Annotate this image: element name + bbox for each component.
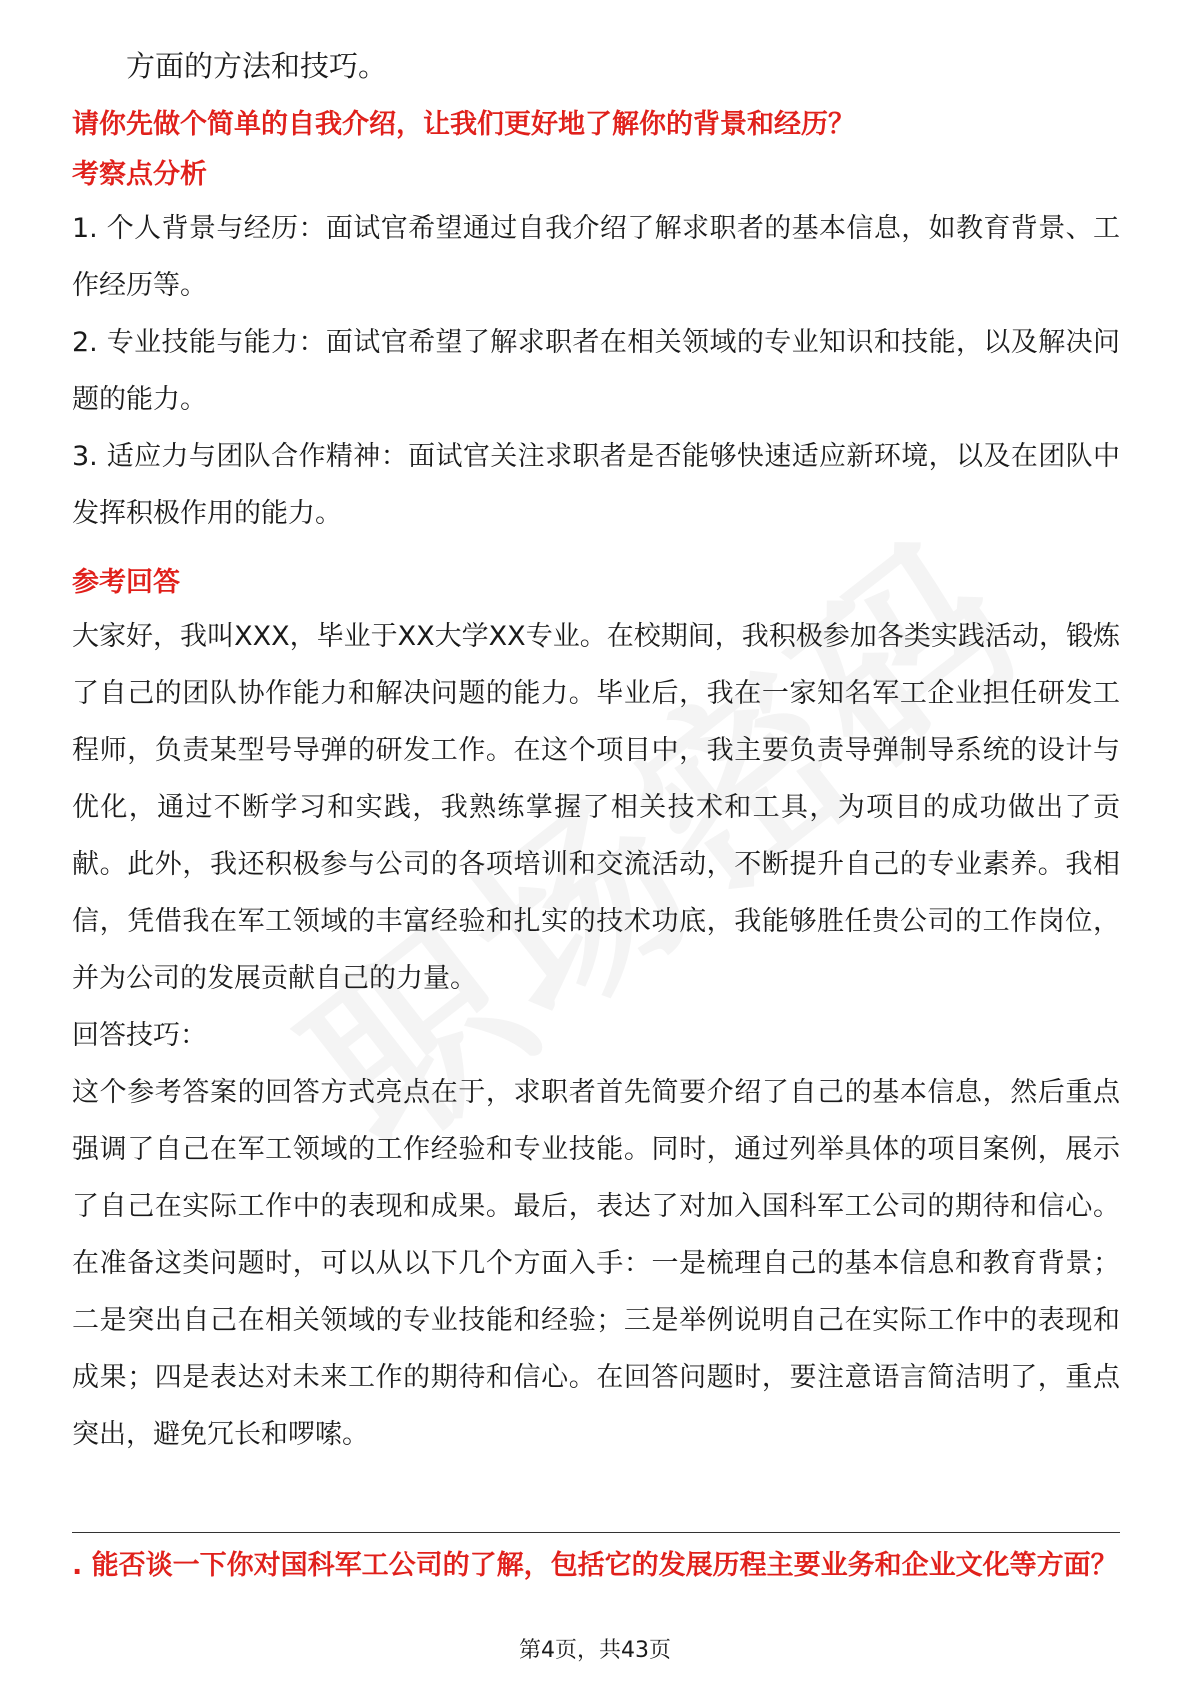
divider — [72, 1532, 1120, 1533]
analysis-item: 1. 个人背景与经历：面试官希望通过自我介绍了解求职者的基本信息，如教育背景、工作经历等。 — [72, 213, 1120, 301]
answer-tips-text: 这个参考答案的回答方式亮点在于，求职者首先简要介绍了自己的基本信息，然后重点强调了自己在军工领域的工作经验和专业技能。同时，通过列举具体的项目案例，展示了自己在实际工作中的表现和成果。最后，表达了对加入国科军工公司的期待和信心。在准备这类问题时，可以从以下几个方面入手：一是梳理自己的基本信息和教育背景；二是突出自己在相关领域的专业技能和经验；三是举例说明自己在实际工作中的表现和成果；四是表达对未来工作的期待和信心。在回答问题时，要注意语言简洁明了，重点突出，避免冗长和啰嗦。 — [72, 1077, 1120, 1450]
analysis-item: 3. 适应力与团队合作精神：面试官关注求职者是否能够快速适应新环境，以及在团队中发挥积极作用的能力。 — [72, 441, 1120, 529]
answer-tips-label: 回答技巧： — [72, 1020, 207, 1051]
analysis-item: 2. 专业技能与能力：面试官希望了解求职者在相关领域的专业知识和技能，以及解决问题的能力。 — [72, 327, 1120, 415]
question-heading: 请你先做个简单的自我介绍，让我们更好地了解你的背景和经历？ — [72, 109, 855, 140]
continued-line: 方面的方法和技巧。 — [126, 49, 388, 83]
document-body — [72, 44, 1120, 1463]
reference-answer-title: 参考回答 — [72, 567, 180, 598]
next-question-heading: . 能否谈一下你对国科军工公司的了解，包括它的发展历程主要业务和企业文化等方面？ — [72, 1550, 1118, 1581]
page-number: 第4页，共43页 — [519, 1638, 671, 1663]
analysis-title: 考察点分析 — [72, 159, 207, 190]
reference-answer-text: 大家好，我叫XXX，毕业于XX大学XX专业。在校期间，我积极参加各类实践活动，锻炼了自己的团队协作能力和解决问题的能力。毕业后，我在一家知名军工企业担任研发工程师，负责某型号导弹的研发工作。在这个项目中，我主要负责导弹制导系统的设计与优化，通过不断学习和实践，我熟练掌握了相关技术和工具，为项目的成功做出了贡献。此外，我还积极参与公司的各项培训和交流活动，不断提升自己的专业素养。我相信，凭借我在军工领域的丰富经验和扎实的技术功底，我能够胜任贵公司的工作岗位，并为公司的发展贡献自己的力量。 — [72, 621, 1120, 994]
